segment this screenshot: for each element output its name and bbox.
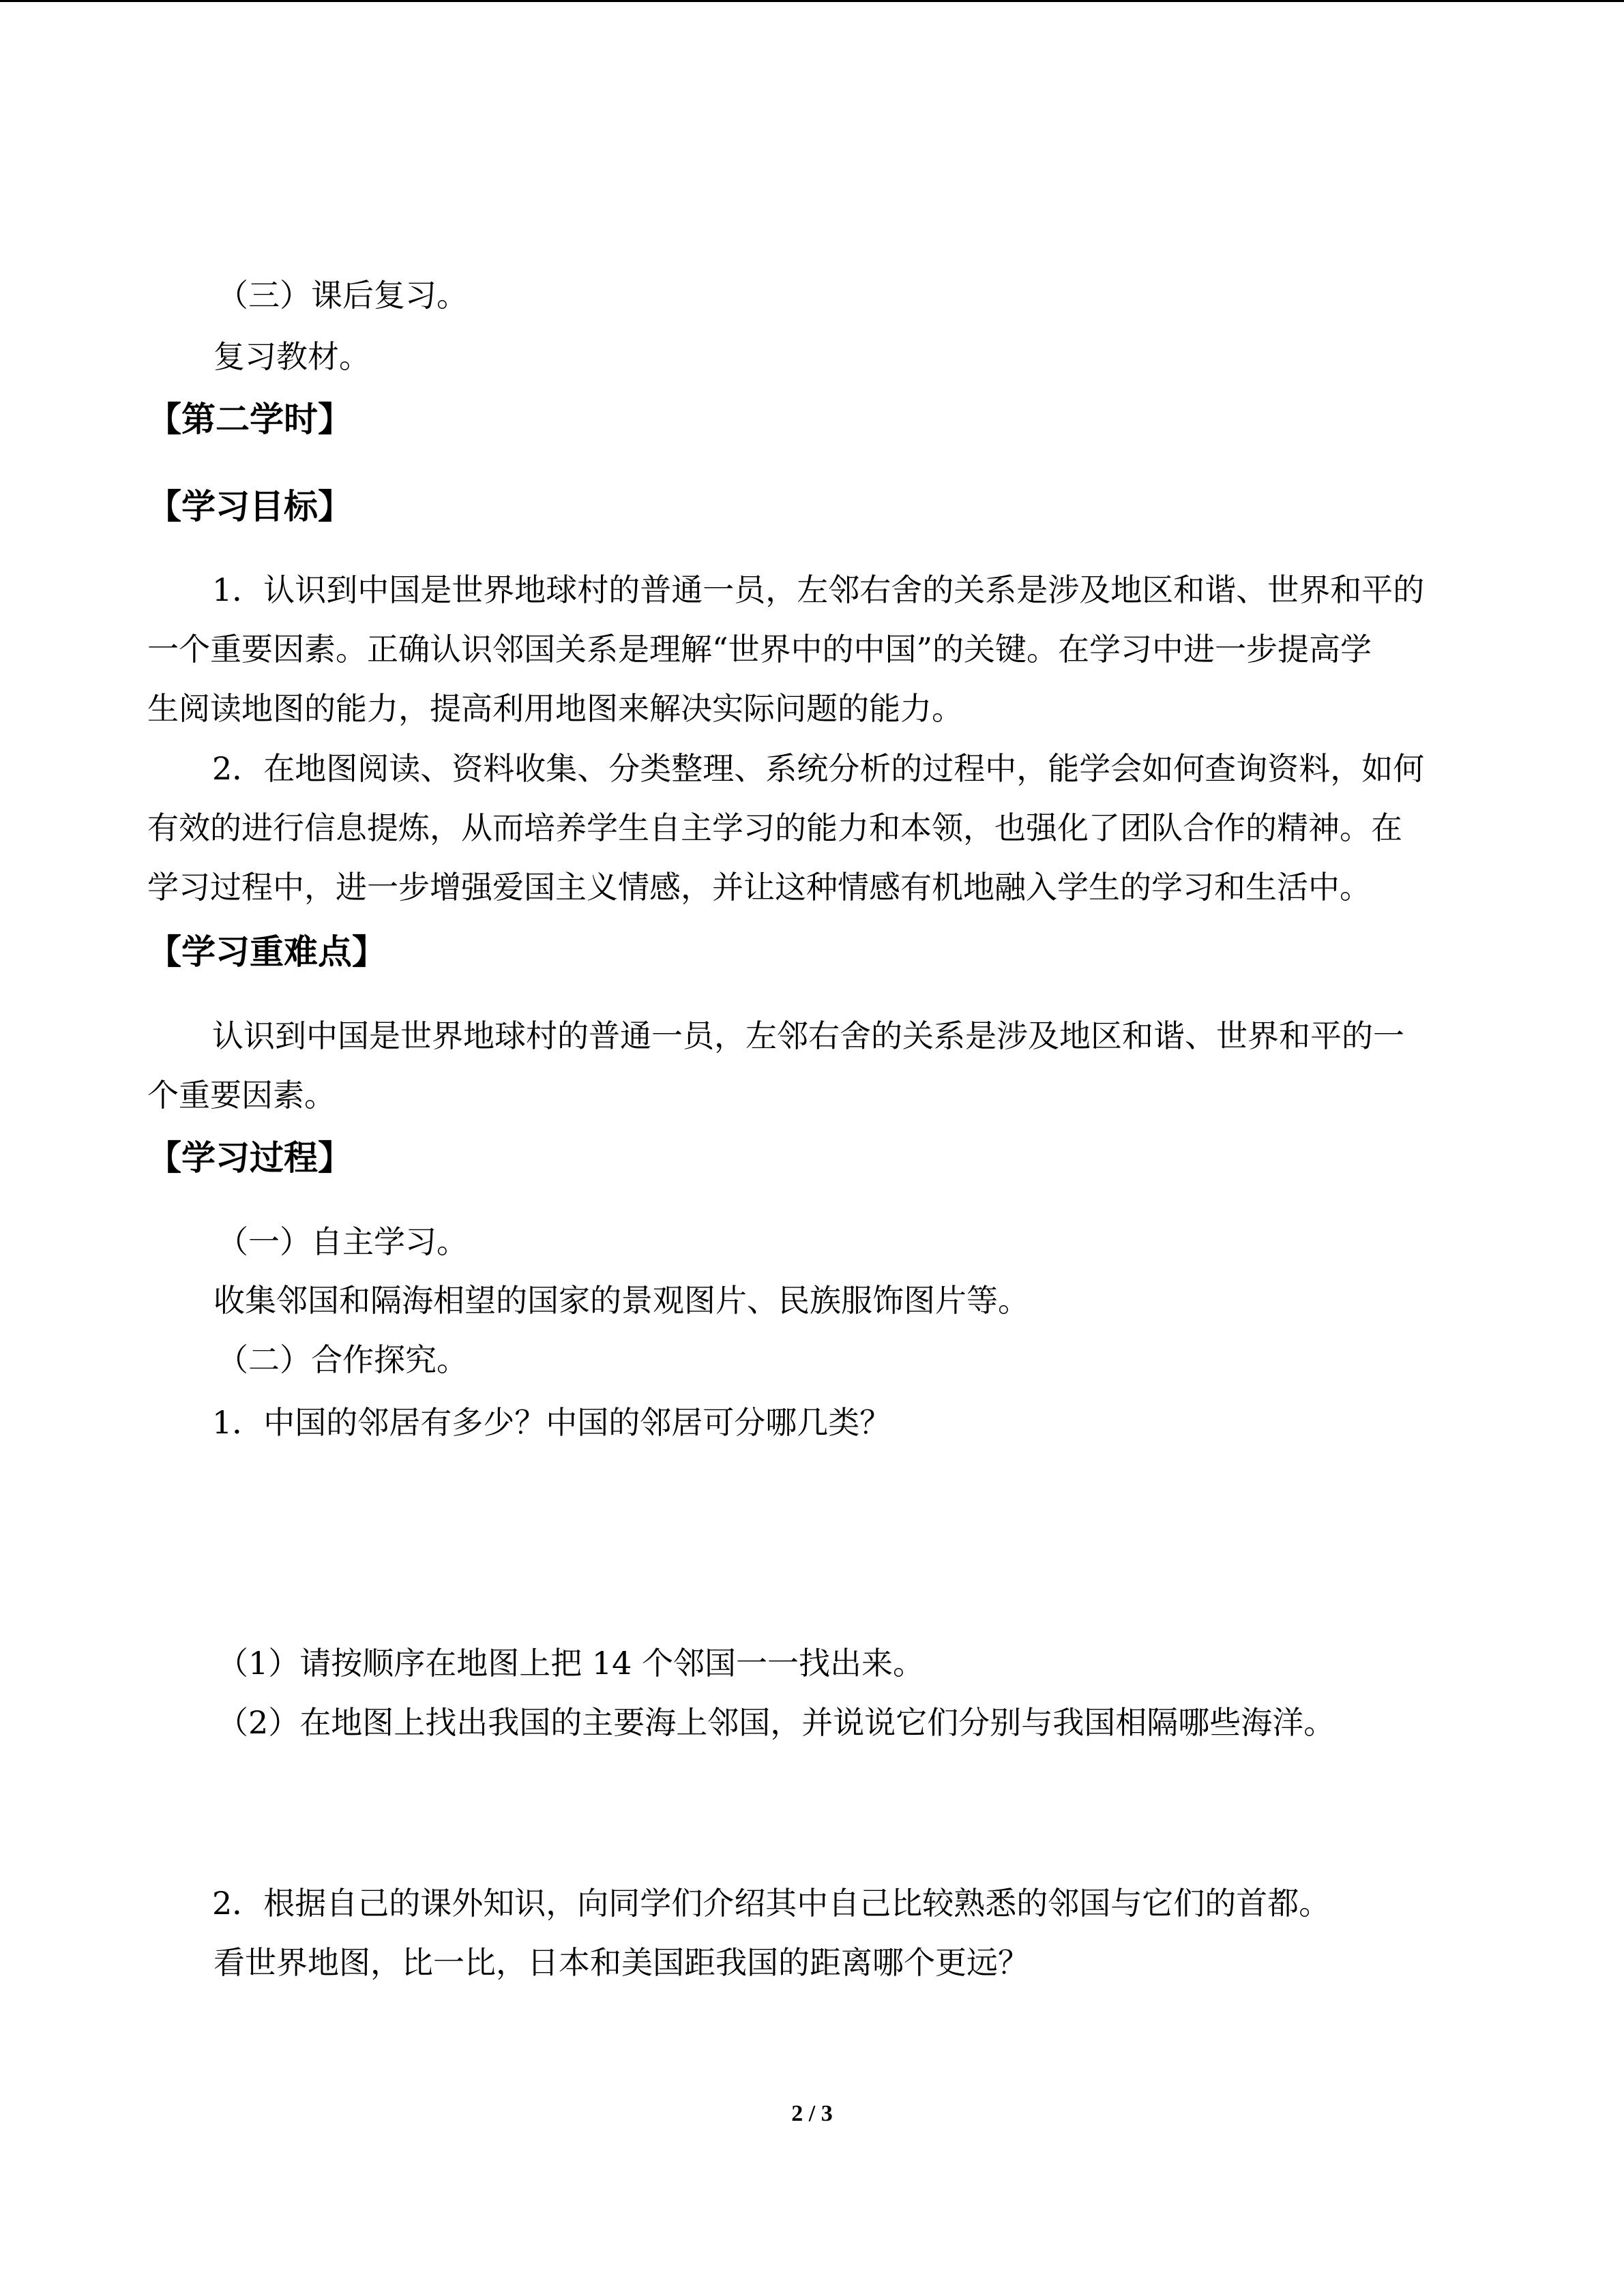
self-study-content: 收集邻国和隔海相望的国家的景观图片、民族服饰图片等。	[213, 1282, 1029, 1319]
self-study-subheading: （一）自主学习。	[217, 1223, 468, 1260]
goal-paragraph-2-line-1: 2．在地图阅读、资料收集、分类整理、系统分析的过程中，能学会如何查询资料，如何	[212, 750, 1425, 787]
cooperation-subheading: （二）合作探究。	[217, 1341, 468, 1378]
goal-paragraph-1-line-2: 一个重要因素。正确认识邻国关系是理解“世界中的中国”的关键。在学习中进一步提高学	[147, 631, 1372, 668]
goal-paragraph-2-line-2: 有效的进行信息提炼，从而培养学生自主学习的能力和本领，也强化了团队合作的精神。在	[147, 809, 1402, 846]
goal-paragraph-1-line-1: 1．认识到中国是世界地球村的普通一员，左邻右舍的关系是涉及地区和谐、世界和平的	[212, 571, 1425, 608]
section-heading-learning-process: 【学习过程】	[147, 1137, 352, 1178]
key-points-line-2: 个重要因素。	[147, 1077, 336, 1114]
goal-paragraph-2-line-3: 学习过程中，进一步增强爱国主义情感，并让这种情感有机地融入学生的学习和生活中。	[147, 869, 1371, 906]
section-heading-learning-goals: 【学习目标】	[147, 486, 352, 526]
question-1: 1．中国的邻居有多少？中国的邻居可分哪几类？	[212, 1404, 891, 1441]
question-1-part-2: （2）在地图上找出我国的主要海上邻国，并说说它们分别与我国相隔哪些海洋。	[217, 1704, 1335, 1741]
question-2-followup: 看世界地图，比一比，日本和美国距我国的距离哪个更远？	[213, 1944, 1029, 1981]
section-heading-key-points: 【学习重难点】	[147, 931, 386, 972]
goal-paragraph-1-line-3: 生阅读地图的能力，提高利用地图来解决实际问题的能力。	[147, 690, 963, 727]
section-heading-second-period: 【第二学时】	[147, 399, 352, 439]
page-number: 2 / 3	[791, 2101, 833, 2126]
review-subheading: （三）课后复习。	[217, 277, 468, 314]
review-content: 复习教材。	[213, 338, 370, 375]
question-1-part-1: （1）请按顺序在地图上把 14 个邻国一一找出来。	[217, 1645, 925, 1682]
top-border-line	[0, 0, 1624, 2]
question-2: 2．根据自己的课外知识，向同学们介绍其中自己比较熟悉的邻国与它们的首都。	[212, 1885, 1331, 1922]
key-points-line-1: 认识到中国是世界地球村的普通一员，左邻右舍的关系是涉及地区和谐、世界和平的一	[212, 1017, 1404, 1054]
